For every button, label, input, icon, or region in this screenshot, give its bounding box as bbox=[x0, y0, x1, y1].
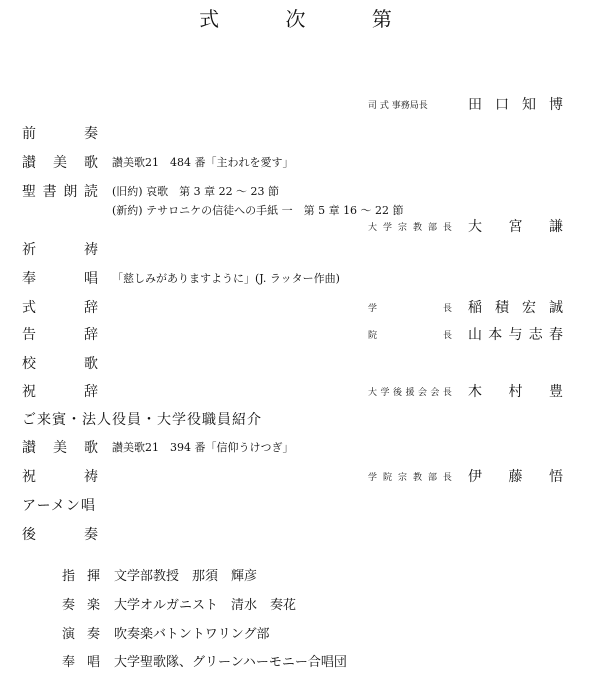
person-role: 大 学 後 援 会 会 長 bbox=[368, 388, 452, 398]
person-name: 山 本 与 志 春 bbox=[468, 327, 563, 343]
person-name: 伊 藤 悟 bbox=[468, 469, 563, 485]
program-detail: 讃美歌21 484 番「主われを愛す」 bbox=[112, 156, 294, 169]
program-label: 式 辞 bbox=[22, 300, 98, 316]
program-item-amen bbox=[0, 497, 591, 521]
program-detail: 「慈しみがありますように」(J. ラッター作曲) bbox=[112, 272, 340, 285]
program-item-anthem bbox=[0, 270, 591, 294]
officiant bbox=[368, 96, 568, 114]
person-role: 大 学 宗 教 部 長 bbox=[368, 223, 452, 233]
page-title: 式 次 第 bbox=[199, 7, 422, 31]
program-item-address1 bbox=[0, 299, 591, 323]
program-label: 祝 辞 bbox=[22, 384, 98, 400]
officiant-name: 田 口 知 博 bbox=[468, 97, 563, 113]
program-item-prayer1 bbox=[0, 241, 591, 265]
program-item-congrats bbox=[0, 383, 591, 407]
program-label: 讃 美 歌 bbox=[22, 155, 98, 171]
program-label: 校 歌 bbox=[22, 356, 98, 372]
program-item-prelude bbox=[0, 125, 591, 149]
program-detail: 讃美歌21 394 番「信仰うけつぎ」 bbox=[112, 441, 294, 454]
program-item-hymn2 bbox=[0, 439, 591, 463]
person-name: 大 宮 謙 bbox=[468, 219, 563, 235]
program-item-hymn1 bbox=[0, 154, 591, 178]
program-label: 祝 祷 bbox=[22, 469, 98, 485]
program-label: 讃 美 歌 bbox=[22, 440, 98, 456]
person-role: 院 長 bbox=[368, 331, 452, 341]
credit-label: 奉 唱 bbox=[62, 655, 100, 670]
officiant-row bbox=[0, 96, 591, 120]
program-item-school-song bbox=[0, 355, 591, 379]
program-label: アーメン唱 bbox=[22, 498, 96, 514]
credit-text: 吹奏楽バトントワリング部 bbox=[114, 627, 270, 642]
program-label: ご来賓・法人役員・大学役職員紹介 bbox=[22, 412, 262, 428]
program-item-postlude bbox=[0, 526, 591, 550]
program-detail: (旧約) 哀歌 第 3 章 22 ～ 23 節 bbox=[112, 185, 280, 198]
person-name: 稲 積 宏 誠 bbox=[468, 300, 563, 316]
scripture-reader bbox=[368, 218, 568, 236]
speaker bbox=[368, 383, 568, 401]
person-role: 学 院 宗 教 部 長 bbox=[368, 473, 452, 483]
scripture-reader-row bbox=[0, 218, 591, 242]
program-label: 聖 書 朗 読 bbox=[22, 184, 98, 200]
credit-label: 奏 楽 bbox=[62, 598, 100, 613]
person-role: 学 長 bbox=[368, 304, 452, 314]
speaker bbox=[368, 468, 568, 486]
program-label: 奉 唱 bbox=[22, 271, 98, 287]
program-label: 祈 祷 bbox=[22, 242, 98, 258]
program-item-benediction bbox=[0, 468, 591, 492]
speaker bbox=[368, 326, 568, 344]
program-detail: (新約) テサロニケの信徒への手紙 一 第 5 章 16 ～ 22 節 bbox=[112, 204, 404, 217]
speaker bbox=[368, 299, 568, 317]
program-item-address2 bbox=[0, 326, 591, 350]
program-label: 前 奏 bbox=[22, 126, 98, 142]
credit-label: 演 奏 bbox=[62, 627, 100, 642]
person-name: 木 村 豊 bbox=[468, 384, 563, 400]
credit-label: 指 揮 bbox=[62, 569, 100, 584]
program-label: 告 辞 bbox=[22, 327, 98, 343]
program-label: 後 奏 bbox=[22, 527, 98, 543]
program-item-introductions bbox=[0, 411, 591, 435]
officiant-role: 司 式 事務局長 bbox=[368, 101, 428, 111]
credit-text: 大学オルガニスト 清水 奏花 bbox=[114, 598, 297, 613]
credit-text: 文学部教授 那須 輝彦 bbox=[114, 569, 258, 584]
credit-text: 大学聖歌隊、グリーンハーモニー合唱団 bbox=[114, 655, 347, 670]
